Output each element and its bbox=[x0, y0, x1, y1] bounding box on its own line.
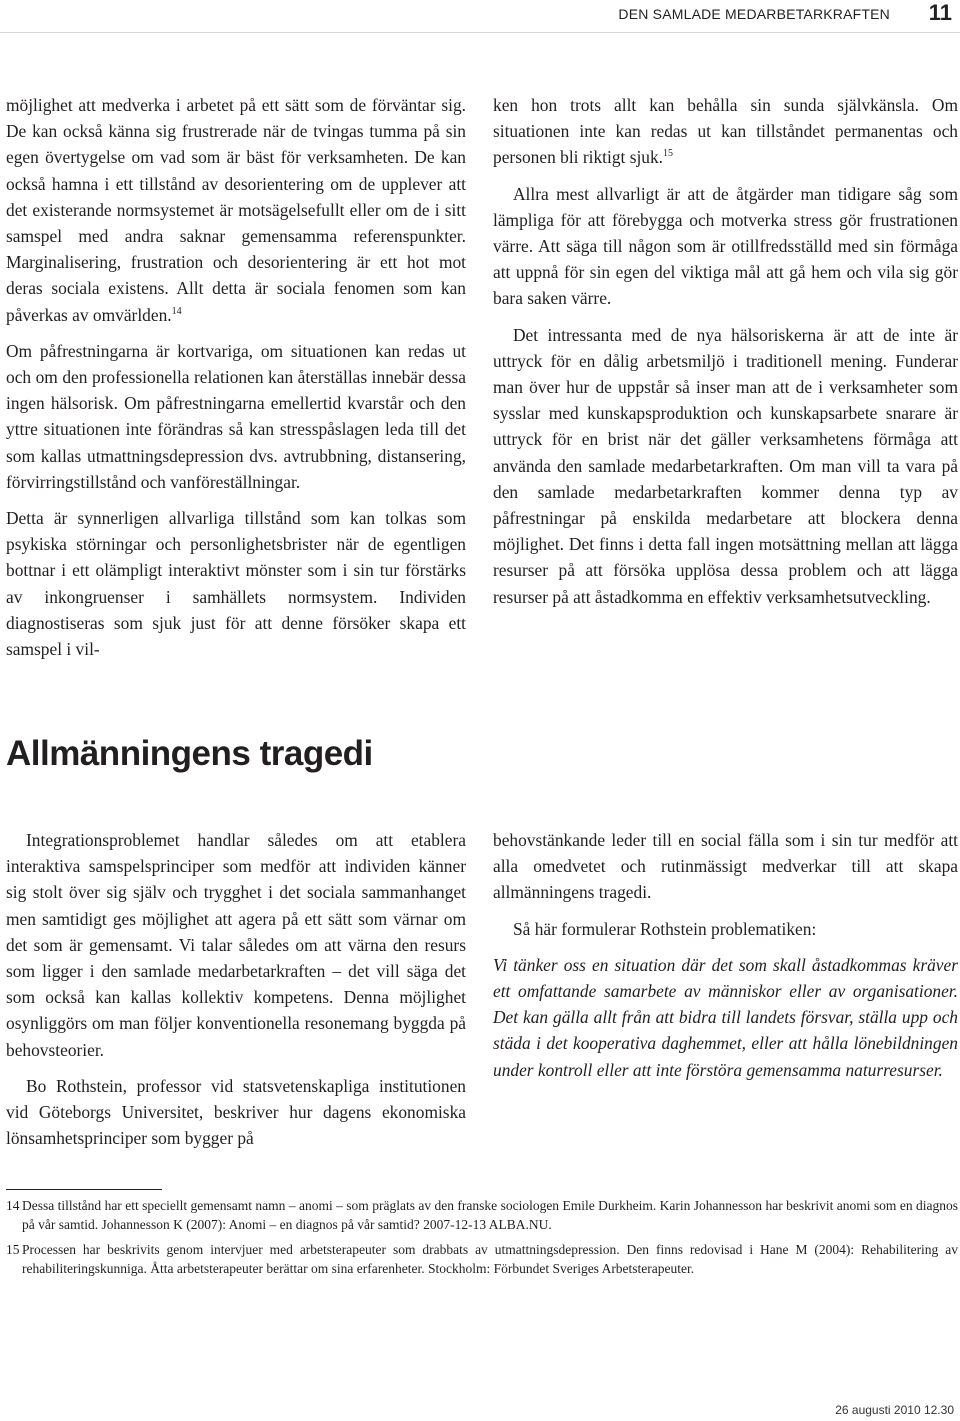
running-head: DEN SAMLADE MEDARBETARKRAFTEN bbox=[618, 6, 890, 22]
footnote-number: 15 bbox=[6, 1242, 20, 1257]
print-date: 26 augusti 2010 12.30 bbox=[835, 1403, 954, 1417]
section-heading: Allmänningens tragedi bbox=[6, 734, 373, 773]
paragraph: Det intressanta med de nya hälsoriskerna är att de inte är uttryck för en dålig arbetsmiljö i traditionell mening. Funderar man över hur de uppstår så inser man att de i verksamheter som sysslar med kunskapsproduktion och kunskapsarbete snarare är uttryck för en brist när det gäller verksamhetens förmåga att använda den samlade medarbetarkraften. Om man vill ta vara på den samlade medarbetarkraften kommer denna typ av påfrestningar på enskilda medarbetare att blockera denna möjlighet. Det finns i detta fall ingen motsättning mellan att lägga resurser på att försöka upplösa dessa problem och att lägga resurser på att åstadkomma en effektiv verksamhetsutveckling. bbox=[493, 324, 958, 607]
footnote-rule bbox=[6, 1189, 162, 1190]
paragraph: Bo Rothstein, professor vid statsvetenskapliga institutionen vid Göteborgs Universitet, beskriver hur dagens ekonomiska lönsamhetsprinciper som bygger på bbox=[6, 1075, 466, 1149]
footnote-text: Processen har beskrivits genom intervjuer med arbetsterapeuter som drabbats av utmattningsdepression. Den finns redovisad i Hane M (2004): Rehabilitering av rehabiliteringskunniga. Åtta arbetsterapeuter berättar om sina erfarenheter. Stockholm: Förbundet Sveriges Arbetsterapeuter. bbox=[22, 1242, 958, 1276]
paragraph: Detta är synnerligen allvarliga tillstånd som kan tolkas som psykiska störningar och personlighetsbrister när de egentligen bottnar i ett olämpligt interaktivt mönster som i sin tur förstärks av inkongruenser i samhällets normsystem. Individen diagnostiseras som sjuk just för att denne försöker skapa ett samspel i vil- bbox=[6, 508, 466, 660]
footnote-ref-14[interactable]: 14 bbox=[171, 305, 182, 317]
paragraph: Om påfrestningarna är kortvariga, om situationen kan redas ut och om den professionella relationen kan återställas innebär dessa ingen hälsorisk. Om påfrestningarna emellertid kvarstår och den yttre situationen inte förändras så kan stresspåslagen leda till det som kallas utmattningsdepression dvs. avtrubbning, distansering, förvirringstillstånd och vanföreställningar. bbox=[6, 340, 466, 492]
body-column-right-top bbox=[493, 92, 958, 620]
footnote-text: Dessa tillstånd har ett speciellt gemensamt namn – anomi – som präglats av den franske sociologen Emile Durkheim. Karin Johannesson har beskrivit anomi som en diagnos på vår samtid. Johannesson K (2007): Anomi – en diagnos på vår samtid? 2007-12-13 ALBA.NU. bbox=[22, 1198, 958, 1232]
paragraph: ken hon trots allt kan behålla sin sunda självkänsla. Om situationen inte kan redas ut kan tillståndet permanentas och personen bli riktigt sjuk.$^{15}$ bbox=[493, 95, 958, 168]
paragraph: Allra mest allvarligt är att de åtgärder man tidigare såg som lämpliga för att förebygga och motverka stress gör frustrationen värre. Att säga till någon som är otillfredsställd med sin förmåga att uppnå för sin egen del viktiga mål att gå hem och vila sig gör bara saken värre. bbox=[493, 183, 958, 309]
paragraph: möjlighet att medverka i arbetet på ett sätt som de förväntar sig. De kan också känna sig frustrerade när de tvingas tumma på sin egen övertygelse om vad som är bäst för verksamheten. De kan också hamna i ett tillstånd av desorientering om de upplever att det existerande normsystemet är motsägelsefullt eller om de i sitt samspel med andra saknar gemensamma referenspunkter. Marginalisering, frustration och desorientering är ett hot mot deras sociala existens. Allt detta är sociala fenomen som kan påverkas av omvärlden.$^{14}$ bbox=[6, 95, 466, 325]
body-column-left-top bbox=[6, 92, 466, 672]
body-column-left-bottom bbox=[6, 827, 466, 1161]
paragraph: Integrationsproblemet handlar således om att etablera interaktiva samspelsprinciper som medför att individen känner sig stolt över sig själv och trygghet i det sociala sammanhanget men samtidigt ges möjlighet att agera på ett sätt som värnar om det som är gemensamt. Vi talar således om att värna den resurs som ligger i den samlade medarbetarkraften – det vill säga det som också kan kallas kollektiv kompetens. Denna möjlighet osynliggörs om man följer konventionella resonemang byggda på behovsteorier. bbox=[6, 830, 466, 1060]
page-header bbox=[0, 0, 960, 33]
footnote-number: 14 bbox=[6, 1198, 20, 1213]
footnote-ref-15[interactable]: 15 bbox=[663, 148, 674, 160]
paragraph: Så här formulerar Rothstein problematiken: bbox=[513, 918, 817, 939]
body-column-right-bottom bbox=[493, 827, 958, 1093]
paragraph: behovstänkande leder till en social fälla som i sin tur medför att alla omedvetet och rutinmässigt medverkar till att skapa allmänningens tragedi. bbox=[493, 830, 958, 903]
footnote-14 bbox=[6, 1197, 958, 1234]
page-number: 11 bbox=[928, 0, 952, 25]
footnote-15 bbox=[6, 1241, 958, 1278]
block-quote: Vi tänker oss en situation där det som skall åstadkommas kräver ett omfattande samarbete av människor eller av organisationer. Det kan gälla allt från att bidra till landets försvar, ställa upp och städa i det kooperativa daghemmet, eller att hålla lönebildningen under kontroll eller att inte förstöra gemensamma naturresurser. bbox=[493, 954, 958, 1080]
footnotes bbox=[6, 1197, 958, 1285]
